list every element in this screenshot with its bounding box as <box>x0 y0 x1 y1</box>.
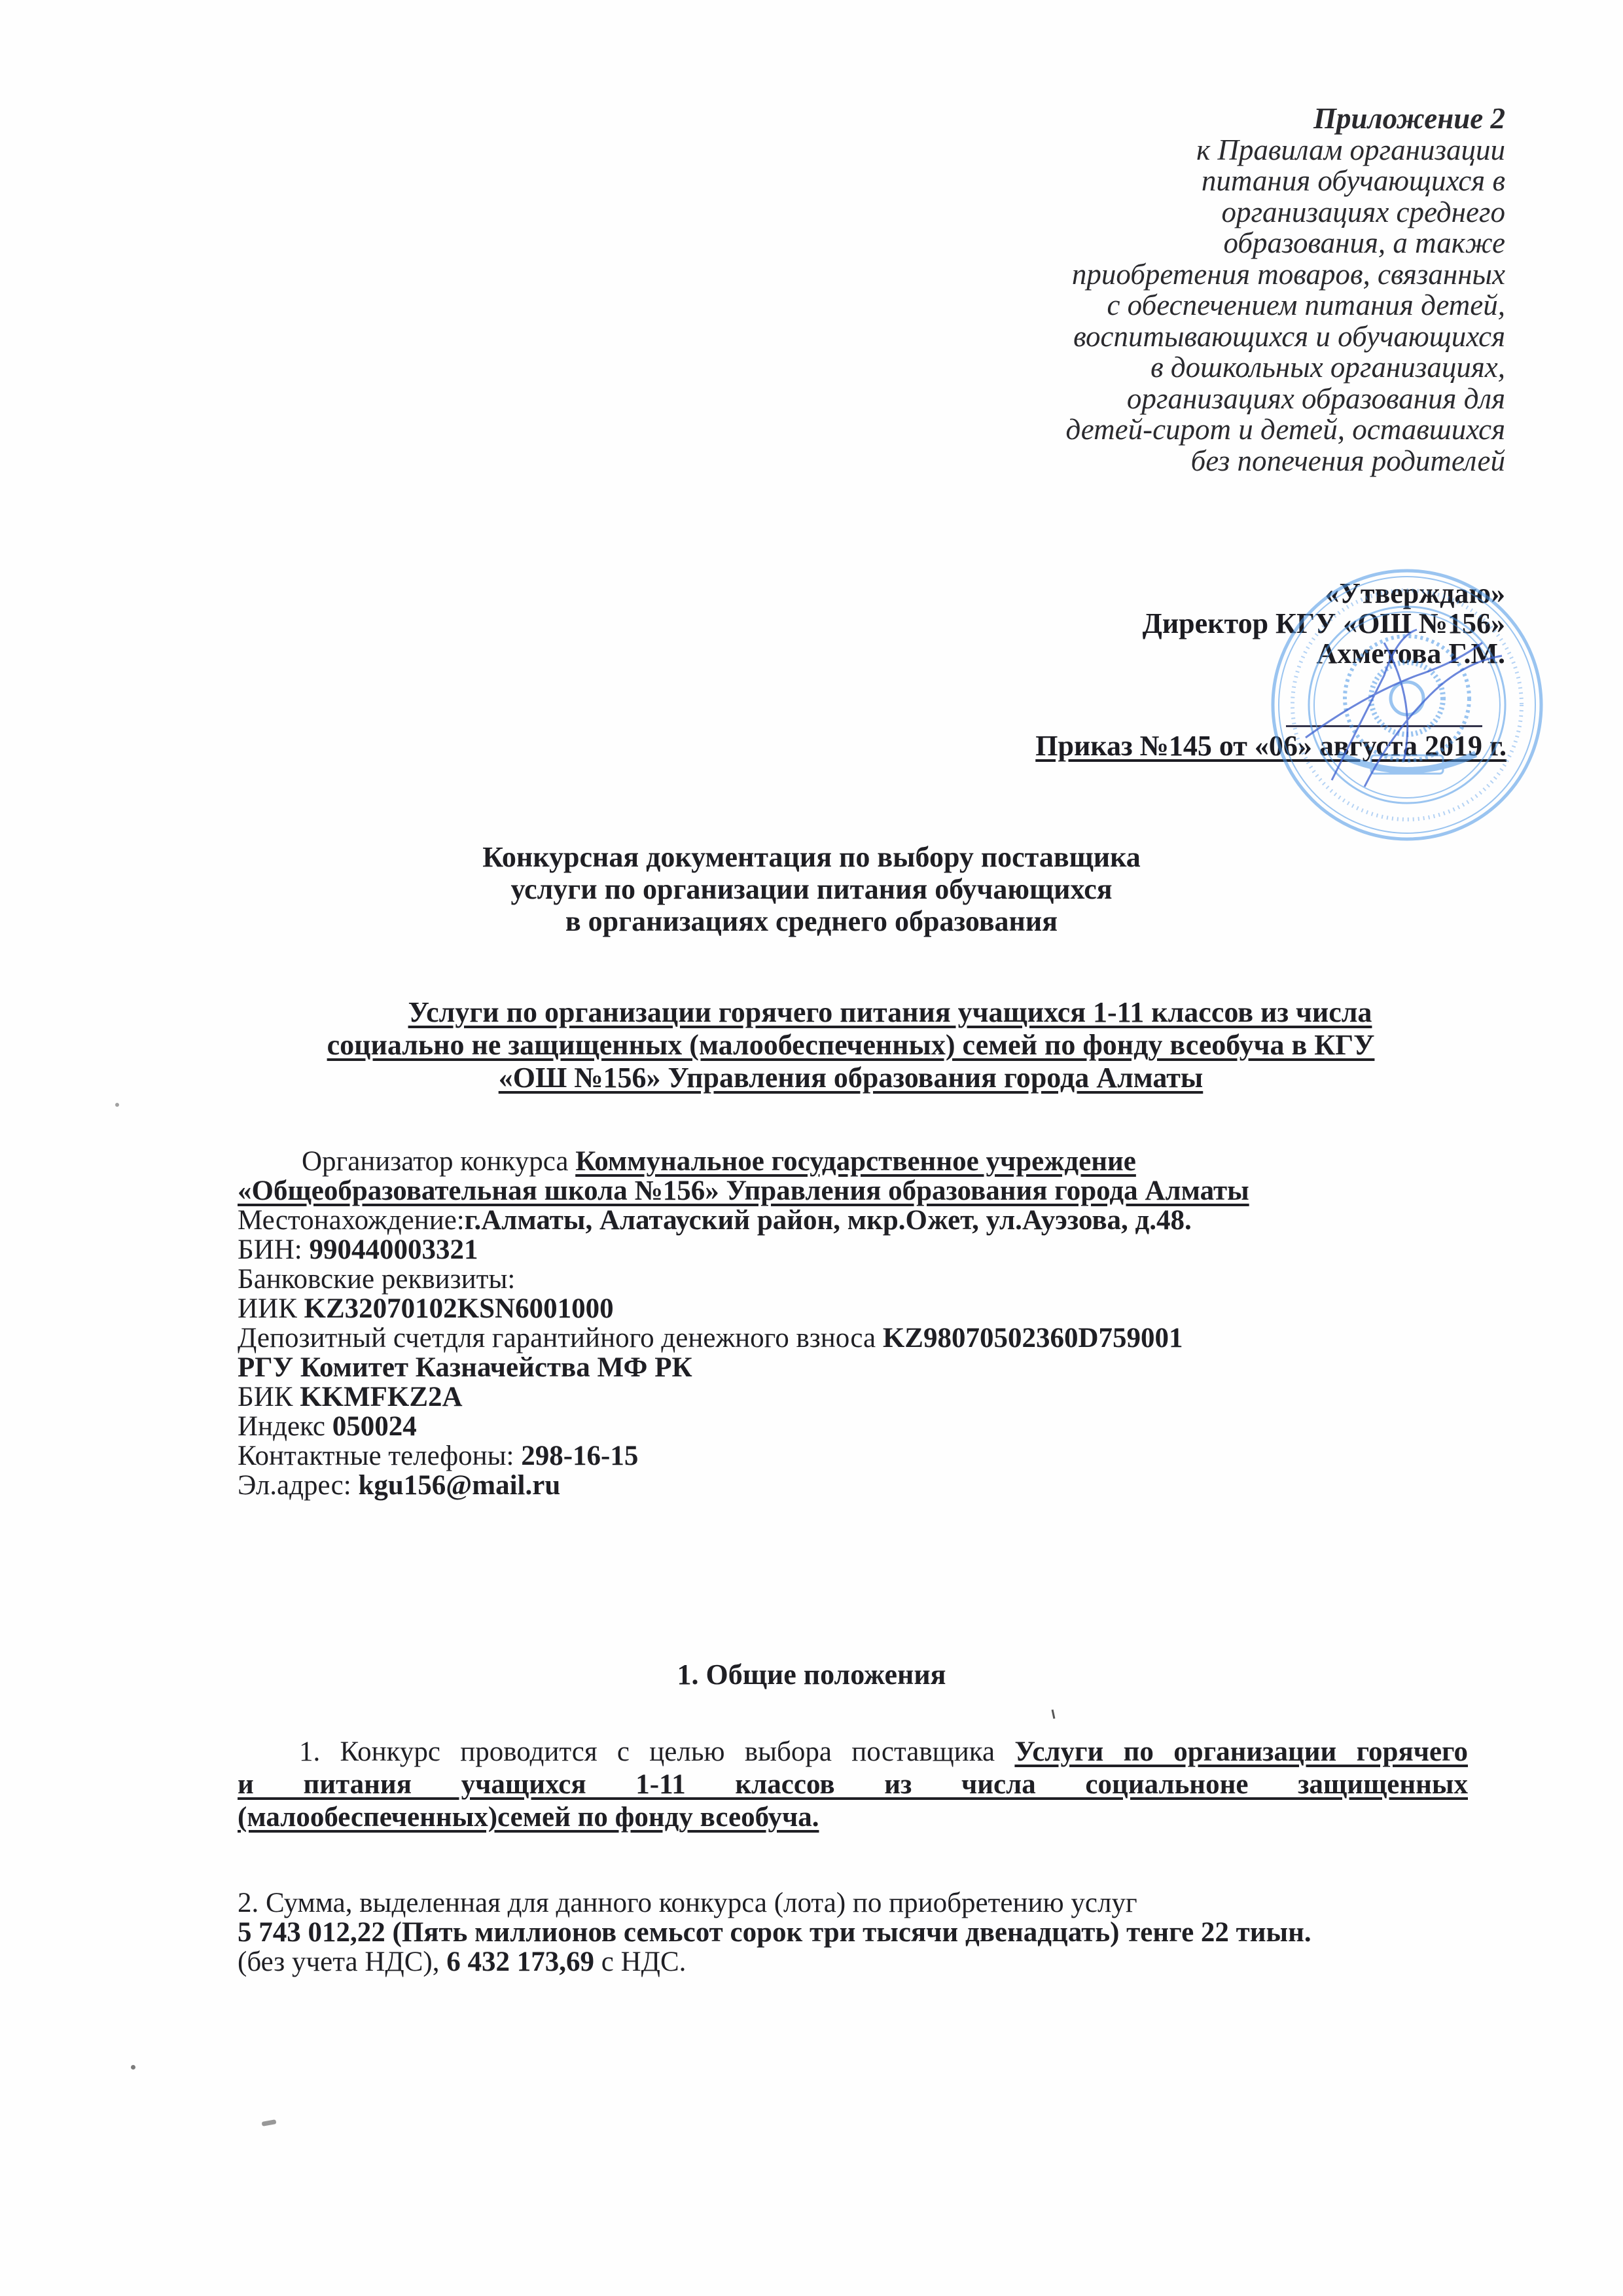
subject-line: социально не защищенных (малообеспеченных) семей по фонду всеобуча в КГУ <box>327 1029 1375 1061</box>
bank-details-label: Банковские реквизиты: <box>238 1264 516 1295</box>
organizer-row-2 <box>238 1176 1481 1206</box>
index-label: Индекс <box>238 1411 332 1442</box>
approval-block <box>720 579 1505 669</box>
paragraph-1 <box>238 1736 1468 1834</box>
bik-label: БИК <box>238 1382 300 1412</box>
paragraph-1-subject: Услуги по организации горячего <box>1014 1736 1469 1767</box>
paragraph-1-subject: (малообеспеченных)семей по фонду всеобуча. <box>238 1802 819 1833</box>
appendix-line: питания обучающихся в <box>1201 164 1505 197</box>
bik-value: KKMFKZ2A <box>300 1382 463 1412</box>
order-reference: Приказ №145 от «06» августа 2019 г. <box>1035 730 1507 762</box>
director-name: Ахметова Г.М. <box>1316 637 1505 670</box>
appendix-line: с обеспечением питания детей, <box>1107 289 1505 321</box>
paragraph-2 <box>238 1888 1481 1977</box>
allocated-amount: 5 743 012,22 (Пять миллионов семьсот сорок три тысячи двенадцать) тенге 22 тиын. <box>238 1917 1311 1948</box>
paragraph-2-text: 2. Сумма, выделенная для данного конкурса (лота) по приобретению услуг <box>238 1888 1137 1918</box>
appendix-line: образования, а также <box>1223 226 1505 259</box>
treasury-row <box>238 1353 1481 1382</box>
phone-value: 298-16-15 <box>521 1441 639 1471</box>
paragraph-1-line <box>238 1736 1468 1768</box>
scan-mark <box>1052 1710 1056 1719</box>
treasury-value: РГУ Комитет Казначейства МФ РК <box>238 1352 692 1383</box>
bin-row <box>238 1235 1481 1265</box>
appendix-title: Приложение 2 <box>1313 102 1505 135</box>
location-row <box>238 1206 1481 1235</box>
appendix-line: организациях образования для <box>1126 382 1505 415</box>
organizer-name: Коммунальное государственное учреждение <box>575 1146 1136 1177</box>
iik-value: KZ32070102KSN6001000 <box>304 1293 614 1324</box>
organizer-label: Организатор конкурса <box>302 1146 576 1177</box>
appendix-line: организациях среднего <box>1221 195 1505 228</box>
paragraph-1-line <box>238 1768 1468 1801</box>
amount-with-vat: 6 432 173,69 <box>446 1946 594 1977</box>
bik-row <box>238 1382 1481 1412</box>
phone-row <box>238 1441 1481 1471</box>
deposit-row <box>238 1323 1481 1353</box>
scan-speck <box>131 2065 135 2070</box>
paragraph-1-line <box>238 1801 1468 1834</box>
approval-label: «Утверждаю» <box>1325 577 1505 609</box>
iik-row <box>238 1294 1481 1323</box>
bin-label: БИН: <box>238 1234 310 1265</box>
scan-speck <box>262 2119 277 2126</box>
paragraph-1-subject: и питания учащихся 1-11 классов из числа социальноне защищенных <box>238 1769 1468 1800</box>
email-label: Эл.адрес: <box>238 1470 359 1501</box>
document-title-line: Конкурсная документация по выбору поставщика <box>482 841 1141 873</box>
index-value: 050024 <box>332 1411 417 1442</box>
paragraph-1-text: 1. Конкурс проводится с целью выбора поставщика <box>299 1736 1015 1767</box>
director-position: Директор КГУ «ОШ №156» <box>1142 607 1505 639</box>
appendix-line: в дошкольных организациях, <box>1150 351 1505 384</box>
location-label: Местонахождение: <box>238 1205 465 1236</box>
scan-speck <box>115 1103 119 1107</box>
appendix-line: приобретения товаров, связанных <box>1071 257 1505 291</box>
bin-value: 990440003321 <box>309 1234 478 1265</box>
organizer-info <box>238 1147 1481 1500</box>
procurement-subject <box>236 996 1466 1094</box>
email-row <box>238 1471 1481 1500</box>
location-value: г.Алматы, Алатауский район, мкр.Ожет, ул.Ауэзова, д.48. <box>464 1205 1192 1236</box>
subject-line: «ОШ №156» Управления образования города Алматы <box>498 1062 1204 1094</box>
appendix-line: к Правилам организации <box>1196 133 1505 166</box>
appendix-line: детей-сирот и детей, оставшихся <box>1065 413 1505 446</box>
deposit-value: KZ98070502360D759001 <box>882 1323 1183 1354</box>
paragraph-2-line <box>238 1947 1481 1977</box>
deposit-label: Депозитный счетдля гарантийного денежного взноса <box>238 1323 883 1354</box>
phone-label: Контактные телефоны: <box>238 1441 522 1471</box>
organizer-name-cont: «Общеобразовательная школа №156» Управления образования города Алматы <box>238 1175 1249 1206</box>
document-title-line: в организациях среднего образования <box>565 905 1058 937</box>
vat-suffix: с НДС. <box>594 1946 687 1977</box>
index-row <box>238 1412 1481 1441</box>
appendix-line: воспитывающихся и обучающихся <box>1073 319 1505 353</box>
subject-line: Услуги по организации горячего питания учащихся 1-11 классов из числа <box>408 996 1372 1028</box>
vat-prefix: (без учета НДС), <box>238 1946 447 1977</box>
organizer-row <box>238 1147 1481 1176</box>
appendix-line: без попечения родителей <box>1190 444 1505 477</box>
appendix-header <box>916 103 1505 476</box>
document-title <box>0 841 1623 937</box>
iik-label: ИИК <box>238 1293 304 1324</box>
email-value: kgu156@mail.ru <box>358 1470 561 1501</box>
signature-line <box>1286 725 1482 727</box>
document-title-line: услуги по организации питания обучающихся <box>510 873 1113 905</box>
section-heading: 1. Общие положения <box>677 1659 946 1691</box>
